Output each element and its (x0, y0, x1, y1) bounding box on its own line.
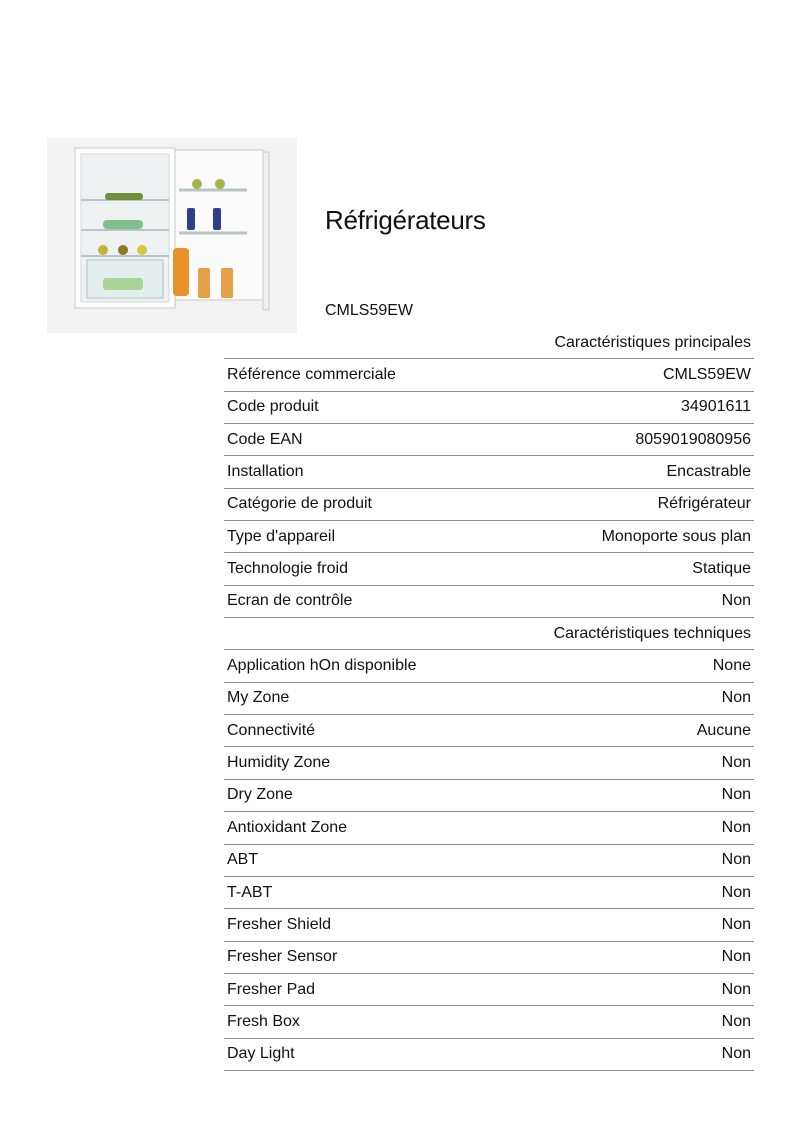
row-label: Type d'appareil (224, 521, 519, 553)
row-value: Non (519, 973, 754, 1005)
row-value: Aucune (519, 715, 754, 747)
table-row (224, 747, 754, 779)
product-image (47, 138, 297, 333)
row-value: Monoporte sous plan (519, 521, 754, 553)
refrigerator-photo (47, 138, 297, 333)
row-label: Code EAN (224, 424, 519, 456)
row-value: 34901611 (519, 391, 754, 423)
row-label: Installation (224, 456, 519, 488)
row-value: Non (519, 682, 754, 714)
table-row (224, 488, 754, 520)
row-value: Non (519, 1006, 754, 1038)
row-value: Statique (519, 553, 754, 585)
row-label: Connectivité (224, 715, 519, 747)
row-value: Non (519, 585, 754, 617)
row-label: Ecran de contrôle (224, 585, 519, 617)
row-value: Réfrigérateur (519, 488, 754, 520)
table-row (224, 553, 754, 585)
table-row (224, 391, 754, 423)
row-label: Dry Zone (224, 779, 519, 811)
table-row (224, 941, 754, 973)
table-row (224, 844, 754, 876)
section-header-technical (224, 618, 754, 650)
row-value: 8059019080956 (519, 424, 754, 456)
section-title: Caractéristiques principales (224, 327, 754, 359)
table-row (224, 521, 754, 553)
section-title: Caractéristiques techniques (224, 618, 754, 650)
row-value: Non (519, 747, 754, 779)
table-row (224, 1006, 754, 1038)
row-label: Technologie froid (224, 553, 519, 585)
row-label: T-ABT (224, 876, 519, 908)
row-value: None (519, 650, 754, 682)
row-label: Humidity Zone (224, 747, 519, 779)
table-row (224, 973, 754, 1005)
row-label: Fresh Box (224, 1006, 519, 1038)
table-row (224, 909, 754, 941)
specifications-table (224, 327, 754, 1071)
table-row (224, 779, 754, 811)
row-label: Antioxidant Zone (224, 812, 519, 844)
table-row (224, 585, 754, 617)
row-label: Référence commerciale (224, 359, 519, 391)
row-label: Fresher Sensor (224, 941, 519, 973)
row-value: Non (519, 909, 754, 941)
model-name: CMLS59EW (325, 302, 414, 319)
table-row (224, 456, 754, 488)
row-label: Application hOn disponible (224, 650, 519, 682)
row-label: Catégorie de produit (224, 488, 519, 520)
row-label: My Zone (224, 682, 519, 714)
table-row (224, 650, 754, 682)
row-label: Fresher Pad (224, 973, 519, 1005)
table-row (224, 812, 754, 844)
page-title: Réfrigérateurs (325, 205, 486, 235)
table-row (224, 682, 754, 714)
row-value: Non (519, 844, 754, 876)
row-value: Non (519, 779, 754, 811)
table-row (224, 359, 754, 391)
row-value: Encastrable (519, 456, 754, 488)
table-row (224, 715, 754, 747)
row-value: Non (519, 876, 754, 908)
table-row (224, 424, 754, 456)
row-label: Code produit (224, 391, 519, 423)
table-row (224, 876, 754, 908)
row-value: CMLS59EW (519, 359, 754, 391)
row-value: Non (519, 812, 754, 844)
row-label: ABT (224, 844, 519, 876)
row-value: Non (519, 941, 754, 973)
table-row (224, 1038, 754, 1070)
row-label: Day Light (224, 1038, 519, 1070)
row-label: Fresher Shield (224, 909, 519, 941)
section-header-main (224, 327, 754, 359)
row-value: Non (519, 1038, 754, 1070)
